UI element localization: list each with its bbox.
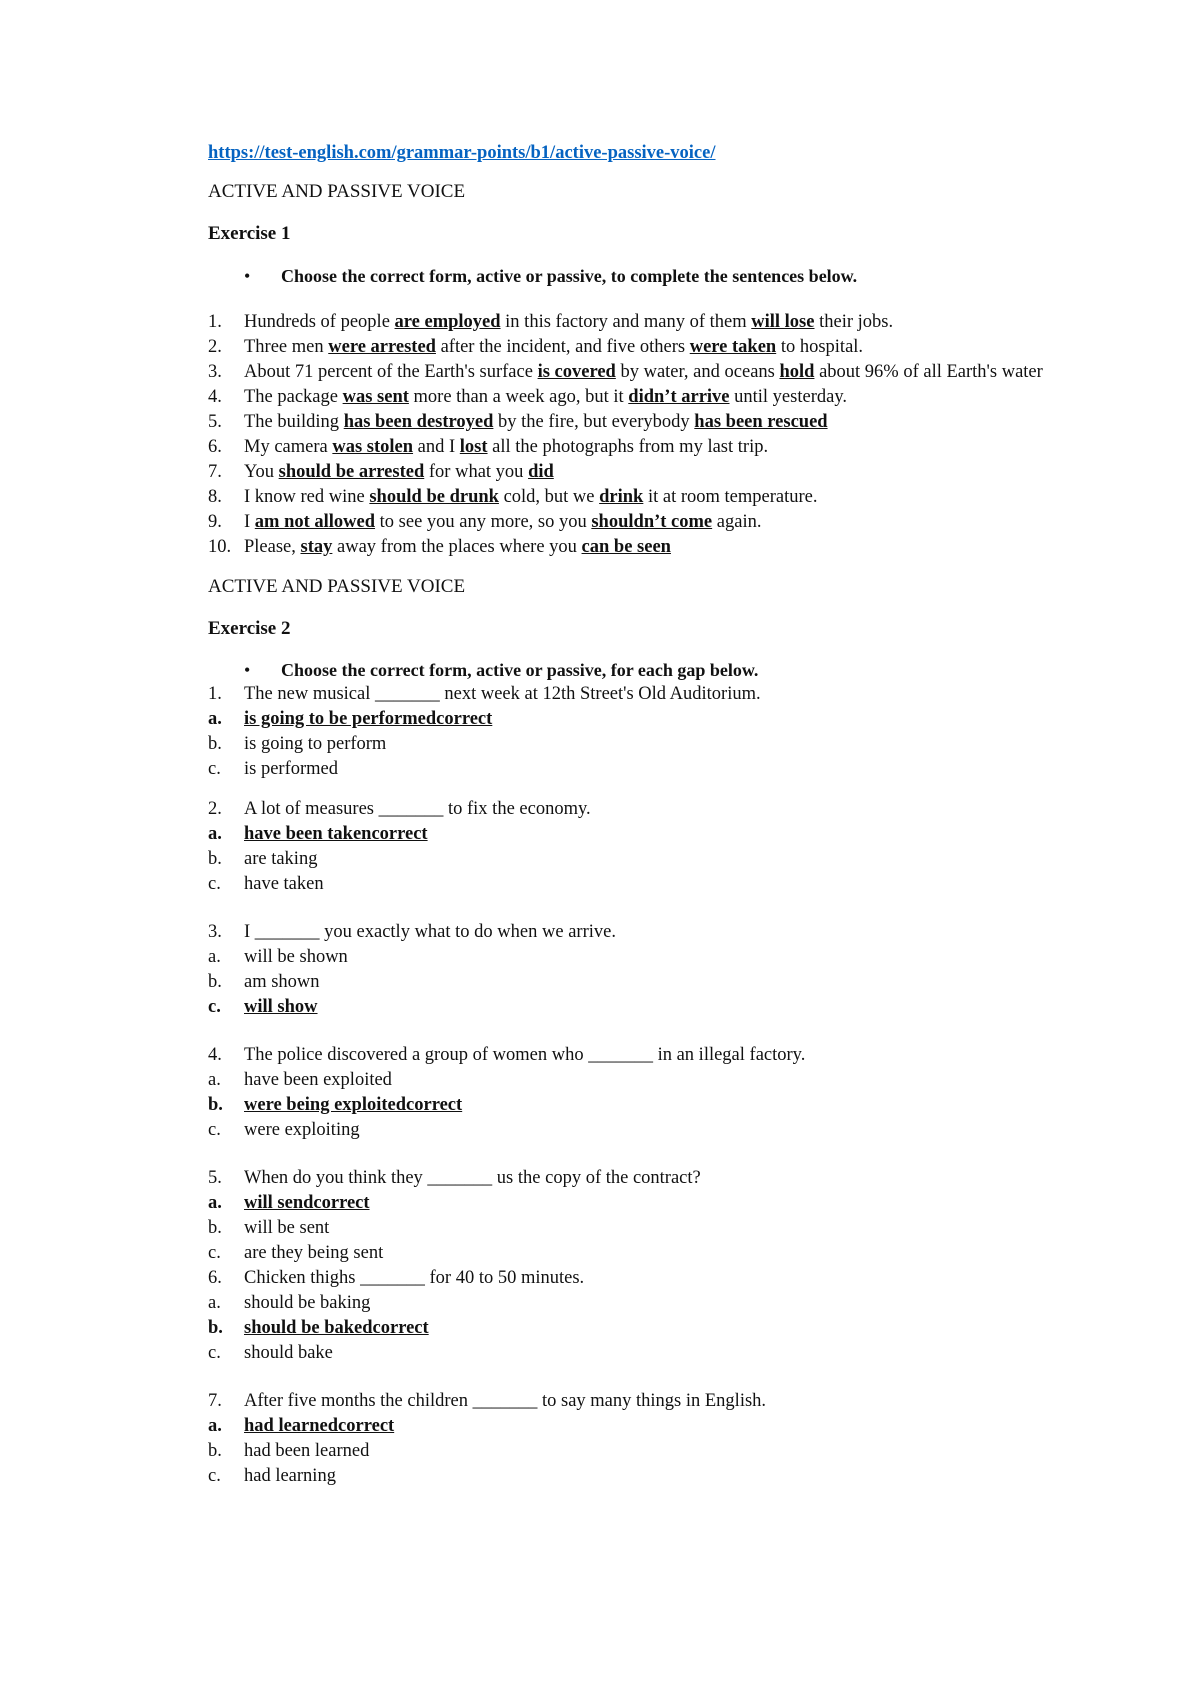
sentence-text: until yesterday.: [729, 387, 847, 407]
option-text: had been learned: [244, 1441, 370, 1461]
sentence-text: away from the places where you: [332, 537, 582, 557]
sentence-text: Hundreds of people: [244, 312, 395, 332]
answer: was stolen: [332, 437, 414, 457]
sentence-number: 8.: [208, 487, 222, 507]
sentence-text: to hospital.: [776, 337, 864, 357]
question-block: [208, 920, 1068, 1020]
option-letter: c.: [208, 997, 221, 1017]
option-letter: c.: [208, 874, 221, 894]
sentence-number: 1.: [208, 312, 222, 332]
option-letter: a.: [208, 947, 221, 967]
option-letter: c.: [208, 1120, 221, 1140]
answer-option-correct[interactable]: [208, 822, 1068, 847]
document-body: [208, 141, 1068, 1489]
sentence-number: 10.: [208, 537, 232, 557]
sentence-number: 5.: [208, 412, 222, 432]
sentence-text: Three men: [244, 337, 329, 357]
option-letter: a.: [208, 709, 222, 729]
sentence-item: [208, 385, 1068, 410]
instruction-text: Choose the correct form, active or passive, for each gap below.: [281, 660, 759, 680]
sentence-number: 6.: [208, 437, 222, 457]
answer: should be arrested: [278, 462, 425, 482]
option-letter: a.: [208, 824, 222, 844]
question-number: 1.: [208, 684, 222, 704]
answer-option[interactable]: [208, 1341, 1068, 1366]
option-text: are taking: [244, 849, 318, 869]
question-block: [208, 682, 1068, 782]
sentence-text: it at room temperature.: [643, 487, 818, 507]
answer: stay: [300, 537, 333, 557]
question-block: [208, 1389, 1068, 1489]
answer-option[interactable]: [208, 1439, 1068, 1464]
sentence-text: their jobs.: [814, 312, 894, 332]
option-text: is going to perform: [244, 734, 387, 754]
answer-option[interactable]: [208, 757, 1068, 782]
answer-option[interactable]: [208, 1068, 1068, 1093]
sentence-item: [208, 460, 1068, 485]
sentence-text: I know red wine: [244, 487, 370, 507]
question-block: [208, 1266, 1068, 1366]
sentence-text: The building: [244, 412, 344, 432]
answer: drink: [599, 487, 644, 507]
question-number: 2.: [208, 799, 222, 819]
question: [208, 682, 1068, 707]
option-text: will be sent: [244, 1218, 330, 1238]
sentence-text: after the incident, and five others: [435, 337, 690, 357]
question-text: A lot of measures _______ to fix the economy.: [244, 799, 591, 819]
sentence-text: My camera: [244, 437, 333, 457]
question: [208, 1166, 1068, 1191]
option-letter: a.: [208, 1293, 221, 1313]
option-text: should bake: [244, 1343, 333, 1363]
question-text: I _______ you exactly what to do when we arrive.: [244, 922, 616, 942]
answer: were arrested: [328, 337, 436, 357]
option-letter: b.: [208, 972, 222, 992]
section-heading-2: ACTIVE AND PASSIVE VOICE: [208, 576, 466, 597]
option-text: were being exploitedcorrect: [244, 1095, 463, 1115]
sentence-number: 4.: [208, 387, 222, 407]
exercise-2-instruction: [208, 658, 1068, 682]
sentence-item: [208, 360, 1068, 385]
sentence-text: about 96% of all Earth's water: [814, 362, 1043, 382]
sentence-number: 7.: [208, 462, 222, 482]
exercise-1-title: Exercise 1: [208, 223, 291, 244]
answer: hold: [779, 362, 815, 382]
sentence-item: [208, 310, 1068, 335]
instruction-text: Choose the correct form, active or passive, to complete the sentences below.: [281, 266, 858, 286]
question-text: When do you think they _______ us the copy of the contract?: [244, 1168, 701, 1188]
sentence-text: You: [244, 462, 279, 482]
option-letter: a.: [208, 1416, 222, 1436]
answer-option-correct[interactable]: [208, 1316, 1068, 1341]
option-text: will be shown: [244, 947, 348, 967]
answer: can be seen: [581, 537, 671, 557]
sentence-text: in this factory and many of them: [500, 312, 752, 332]
sentence-text: The package: [244, 387, 343, 407]
sentence-text: to see you any more, so you: [375, 512, 592, 532]
option-letter: b.: [208, 1441, 222, 1461]
exercise-1-sentences: [208, 310, 1068, 560]
answer: lost: [459, 437, 488, 457]
sentence-text: more than a week ago, but it: [408, 387, 629, 407]
sentence-text: for what you: [424, 462, 529, 482]
question-text: Chicken thighs _______ for 40 to 50 minutes.: [244, 1268, 585, 1288]
sentence-text: by the fire, but everybody: [493, 412, 695, 432]
question-text: The new musical _______ next week at 12th Street's Old Auditorium.: [244, 684, 761, 704]
option-text: will show: [244, 997, 318, 1017]
answer-option[interactable]: [208, 1118, 1068, 1143]
sentence-text: About 71 percent of the Earth's surface: [244, 362, 538, 382]
answer: am not allowed: [254, 512, 376, 532]
sentence-item: [208, 410, 1068, 435]
option-text: should be bakedcorrect: [244, 1318, 429, 1338]
answer: shouldn’t come: [591, 512, 713, 532]
bullet-icon: •: [244, 660, 251, 680]
option-text: had learning: [244, 1466, 336, 1486]
question-block: [208, 1043, 1068, 1143]
sentence-text: cold, but we: [498, 487, 600, 507]
option-letter: c.: [208, 1243, 221, 1263]
option-text: had learnedcorrect: [244, 1416, 395, 1436]
answer-option-correct[interactable]: [208, 995, 1068, 1020]
option-text: were exploiting: [244, 1120, 360, 1140]
answer: will lose: [751, 312, 815, 332]
option-text: have been exploited: [244, 1070, 392, 1090]
option-text: is going to be performedcorrect: [244, 709, 493, 729]
sentence-item: [208, 510, 1068, 535]
section-heading-1: ACTIVE AND PASSIVE VOICE: [208, 181, 466, 202]
option-text: are they being sent: [244, 1243, 384, 1263]
option-letter: a.: [208, 1193, 222, 1213]
answer: didn’t arrive: [628, 387, 730, 407]
option-text: will sendcorrect: [244, 1193, 370, 1213]
answer-option-correct[interactable]: [208, 1414, 1068, 1439]
source-link[interactable]: https://test-english.com/grammar-points/b1/active-passive-voice/: [208, 143, 716, 163]
answer-option[interactable]: [208, 1241, 1068, 1266]
question: [208, 1266, 1068, 1291]
question: [208, 1043, 1068, 1068]
question: [208, 920, 1068, 945]
answer: has been destroyed: [343, 412, 494, 432]
answer: has been rescued: [694, 412, 828, 432]
question-text: After five months the children _______ to say many things in English.: [244, 1391, 767, 1411]
sentence-text: Please,: [244, 537, 301, 557]
option-letter: b.: [208, 1218, 222, 1238]
answer: should be drunk: [369, 487, 499, 507]
question-block: [208, 797, 1068, 897]
option-text: am shown: [244, 972, 320, 992]
sentence-text: again.: [712, 512, 762, 532]
exercise-2-title: Exercise 2: [208, 618, 291, 639]
answer: are employed: [394, 312, 501, 332]
question: [208, 797, 1068, 822]
answer-option[interactable]: [208, 732, 1068, 757]
sentence-item: [208, 535, 1068, 560]
question-block: [208, 1166, 1068, 1266]
answer-option[interactable]: [208, 847, 1068, 872]
answer-option[interactable]: [208, 1464, 1068, 1489]
question-text: The police discovered a group of women who _______ in an illegal factory.: [244, 1045, 806, 1065]
option-letter: a.: [208, 1070, 221, 1090]
question-number: 4.: [208, 1045, 222, 1065]
answer-option[interactable]: [208, 970, 1068, 995]
answer: did: [528, 462, 554, 482]
option-text: should be baking: [244, 1293, 371, 1313]
question-number: 6.: [208, 1268, 222, 1288]
answer-option[interactable]: [208, 872, 1068, 897]
sentence-text: all the photographs from my last trip.: [487, 437, 769, 457]
option-text: is performed: [244, 759, 339, 779]
option-text: have been takencorrect: [244, 824, 428, 844]
answer-option[interactable]: [208, 1216, 1068, 1241]
sentence-text: by water, and oceans: [615, 362, 780, 382]
option-letter: c.: [208, 1466, 221, 1486]
sentence-number: 9.: [208, 512, 222, 532]
sentence-item: [208, 435, 1068, 460]
sentence-text: and I: [413, 437, 460, 457]
answer: were taken: [689, 337, 777, 357]
option-letter: b.: [208, 849, 222, 869]
option-text: have taken: [244, 874, 324, 894]
answer-option[interactable]: [208, 945, 1068, 970]
exercise-1-instruction: [208, 264, 1068, 288]
sentence-item: [208, 485, 1068, 510]
answer-option[interactable]: [208, 1291, 1068, 1316]
sentence-text: I: [244, 512, 255, 532]
sentence-number: 3.: [208, 362, 222, 382]
answer-option-correct[interactable]: [208, 1191, 1068, 1216]
option-letter: c.: [208, 759, 221, 779]
sentence-number: 2.: [208, 337, 222, 357]
option-letter: b.: [208, 734, 222, 754]
sentence-item: [208, 335, 1068, 360]
answer-option-correct[interactable]: [208, 1093, 1068, 1118]
option-letter: c.: [208, 1343, 221, 1363]
option-letter: b.: [208, 1095, 223, 1115]
question-number: 7.: [208, 1391, 222, 1411]
answer: is covered: [537, 362, 616, 382]
question-number: 3.: [208, 922, 222, 942]
answer: was sent: [342, 387, 409, 407]
option-letter: b.: [208, 1318, 223, 1338]
question-number: 5.: [208, 1168, 222, 1188]
bullet-icon: •: [244, 266, 251, 286]
question: [208, 1389, 1068, 1414]
answer-option-correct[interactable]: [208, 707, 1068, 732]
